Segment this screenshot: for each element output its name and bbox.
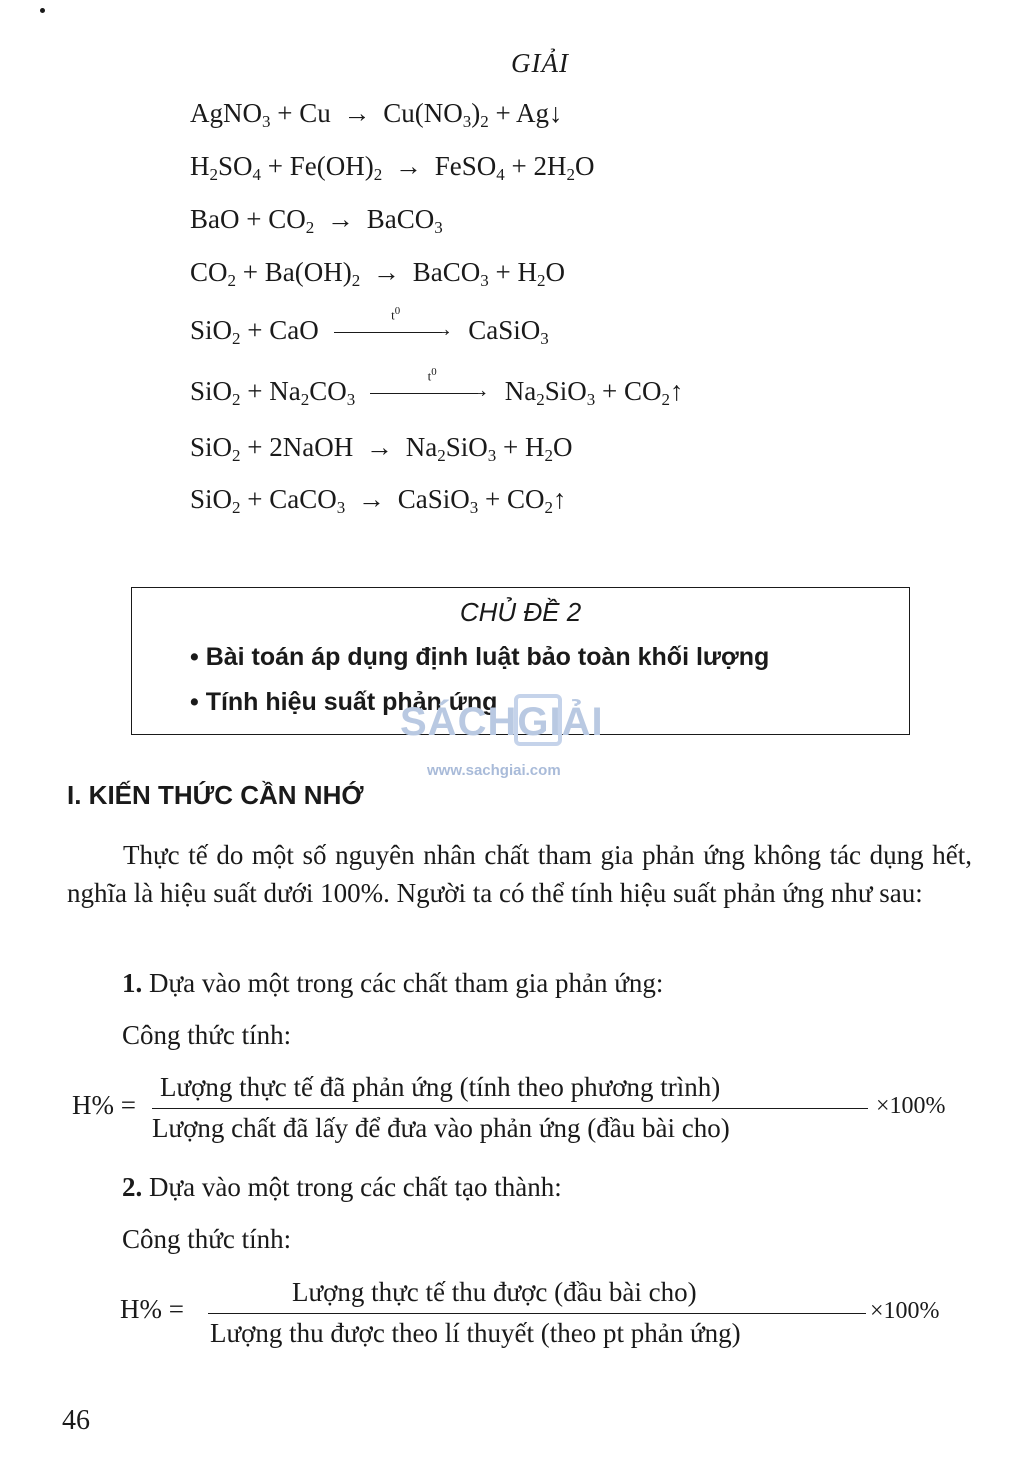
- method-1-numerator: Lượng thực tế đã phản ứng (tính theo phương trình): [160, 1072, 721, 1102]
- method-1: [122, 968, 663, 999]
- equation-6: $SiO_2 + Na_2CO_3$ → $t^0$ $Na_2SiO_3$ + $CO_2↑$: [190, 365, 684, 409]
- topic-bullet-1: • Bài toán áp dụng định luật bảo toàn khối lượng: [190, 643, 770, 671]
- equation-8: SiO$_2$ + CaCO$_3$ → CaSiO$_3$ + $CO_2↑$: [190, 484, 567, 517]
- method-1-text: Dựa vào một trong các chất tham gia phản ứng:: [149, 968, 664, 998]
- method-2-text: Dựa vào một trong các chất tạo thành:: [149, 1172, 562, 1202]
- method-1-lhs: H% =: [72, 1090, 136, 1120]
- section-heading: I. KIẾN THỨC CẦN NHỚ: [67, 780, 364, 810]
- scan-speck: [40, 8, 45, 13]
- equation-1: AgNO$_3$ + $Cu \to Cu(NO_3)_2$ + Ag↓: [190, 98, 563, 131]
- equation-4: $CO_2 + Ba(OH)_2$ → BaCO$_3$ + $H_2O$: [190, 257, 565, 290]
- equation-2: $H_2SO_4 + Fe(OH)_2$ → FeSO$_4$ + $2H_2O$: [190, 151, 595, 184]
- method-2-multiplier: ×100%: [870, 1298, 940, 1324]
- equation-3: BaO + $CO_2$ → BaCO$_3$: [190, 204, 443, 237]
- topic-title: CHỦ ĐỀ 2: [459, 597, 582, 627]
- method-2-formula-label: Công thức tính:: [122, 1224, 292, 1254]
- method-2: [122, 1172, 562, 1203]
- page-number: 46: [62, 1405, 90, 1436]
- method-1-number: 1.: [122, 968, 143, 998]
- equation-5: SiO$_2$ + CaO → $t^0$ CaSiO$_3$: [190, 304, 549, 348]
- method-2-fraction-bar: [208, 1313, 866, 1314]
- method-1-multiplier: ×100%: [876, 1093, 946, 1119]
- watermark-logo: SÁCHGIẢI: [400, 700, 604, 744]
- method-2-numerator: Lượng thực tế thu được (đầu bài cho): [292, 1277, 697, 1307]
- method-1-formula-label: Công thức tính:: [122, 1020, 292, 1050]
- intro-paragraph: Thực tế do một số nguyên nhân chất tham gia phản ứng không tác dụng hết, nghĩa là hiệu suất dưới 100%. Người ta có thể tính hiệu suất phản ứng như sau:: [67, 840, 972, 908]
- equation-7: SiO$_2$ + 2NaOH → $Na_2SiO_3 + H_2O$: [190, 432, 573, 465]
- method-2-denominator: Lượng thu được theo lí thuyết (theo pt phản ứng): [210, 1318, 741, 1348]
- watermark-url: www.sachgiai.com: [427, 762, 561, 779]
- method-2-lhs: H% =: [120, 1294, 184, 1324]
- method-1-fraction-bar: [152, 1108, 868, 1109]
- method-2-number: 2.: [122, 1172, 143, 1202]
- method-1-denominator: Lượng chất đã lấy để đưa vào phản ứng (đầu bài cho): [152, 1113, 730, 1143]
- topic-bullet-2: • Tính hiệu suất phản ứng: [190, 688, 498, 716]
- solution-title: GIẢI: [511, 48, 569, 78]
